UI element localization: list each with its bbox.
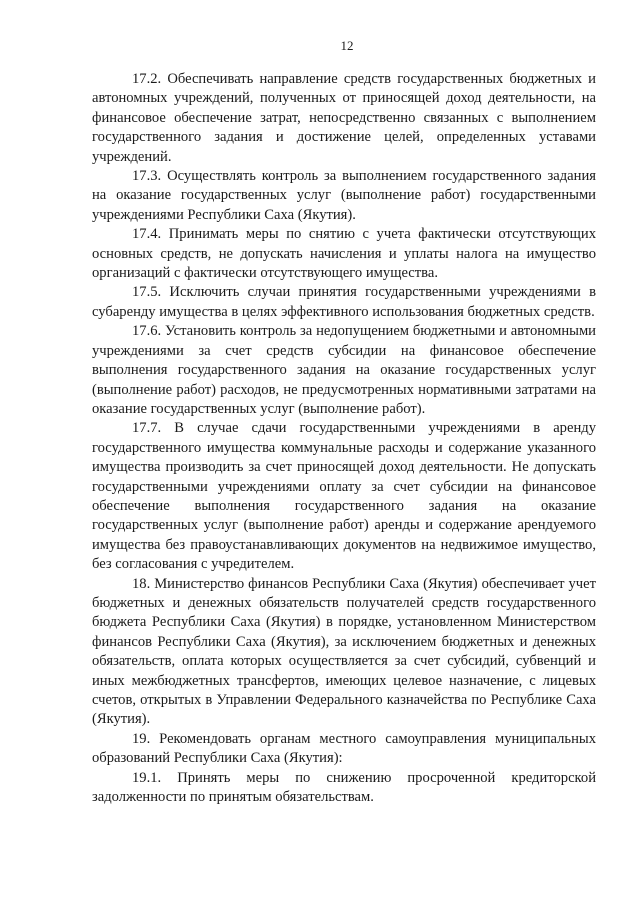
paragraph-19: 19. Рекомендовать органам местного самоуправления муниципальных образований Республики Саха (Якутия): (92, 730, 596, 767)
page-number: 12 (340, 38, 354, 53)
paragraph-17-5: 17.5. Исключить случаи принятия государственными учреждениями в субаренду имущества в целях эффективного использования бюджетных средств. (92, 284, 596, 320)
paragraph-17-6: 17.6. Установить контроль за недопущением бюджетными и автономными учреждениями за счет средств субсидии на финансовое обеспечение выполнения государственного задания на оказание государственных услуг (выполнение работ) расходов, не предусмотренных нормативными затратами на оказание государственных услуг (выполнение работ). (92, 323, 596, 417)
paragraph-19-1: 19.1. Принять меры по снижению просроченной кредиторской задолженности по принятым обязательствам. (92, 769, 596, 806)
paragraph-17-3: 17.3. Осуществлять контроль за выполнением государственного задания на оказание государственных услуг (выполнение работ) государственными учреждениями Республики Саха (Якутия). (92, 168, 596, 223)
paragraph-17-4: 17.4. Принимать меры по снятию с учета фактически отсутствующих основных средств, не допускать начисления и уплаты налога на имущество организаций с фактически отсутствующего имущества. (92, 226, 596, 282)
paragraph-17-2: 17.2. Обеспечивать направление средств государственных бюджетных и автономных учреждений, полученных от приносящей доход деятельности, на финансовое обеспечение затрат, непосредственно связанных с выполнением государственного задания и достижение целей, определенных уставами учреждений. (92, 71, 596, 165)
paragraph-18: 18. Министерство финансов Республики Саха (Якутия) обеспечивает учет бюджетных и денежных обязательств получателей средств государственного бюджета Республики Саха (Якутия) в порядке, установленном Министерством финансов Республики Саха (Якутия), за исключением бюджетных и денежных обязательств, оплата которых осуществляется за счет субсидий, субвенций и иных межбюджетных трансфертов, имеющих целевое назначение, с лицевых счетов, открытых в Управлении Федерального казначейства по Республике Саха (Якутия). (92, 575, 596, 728)
paragraph-17-7: 17.7. В случае сдачи государственными учреждениями в аренду государственного имущества коммунальные расходы и содержание указанного имущества производить за счет приносящей доход деятельности. Не допускать государственными учреждениями оплату за счет субсидии на финансовое обеспечение выполнения государственного задания на оказание государственных услуг (выполнение работ) аренды и содержание арендуемого имущества без правоустанавливающих документов на недвижимое имущество, без согласования с учредителем. (92, 420, 596, 573)
